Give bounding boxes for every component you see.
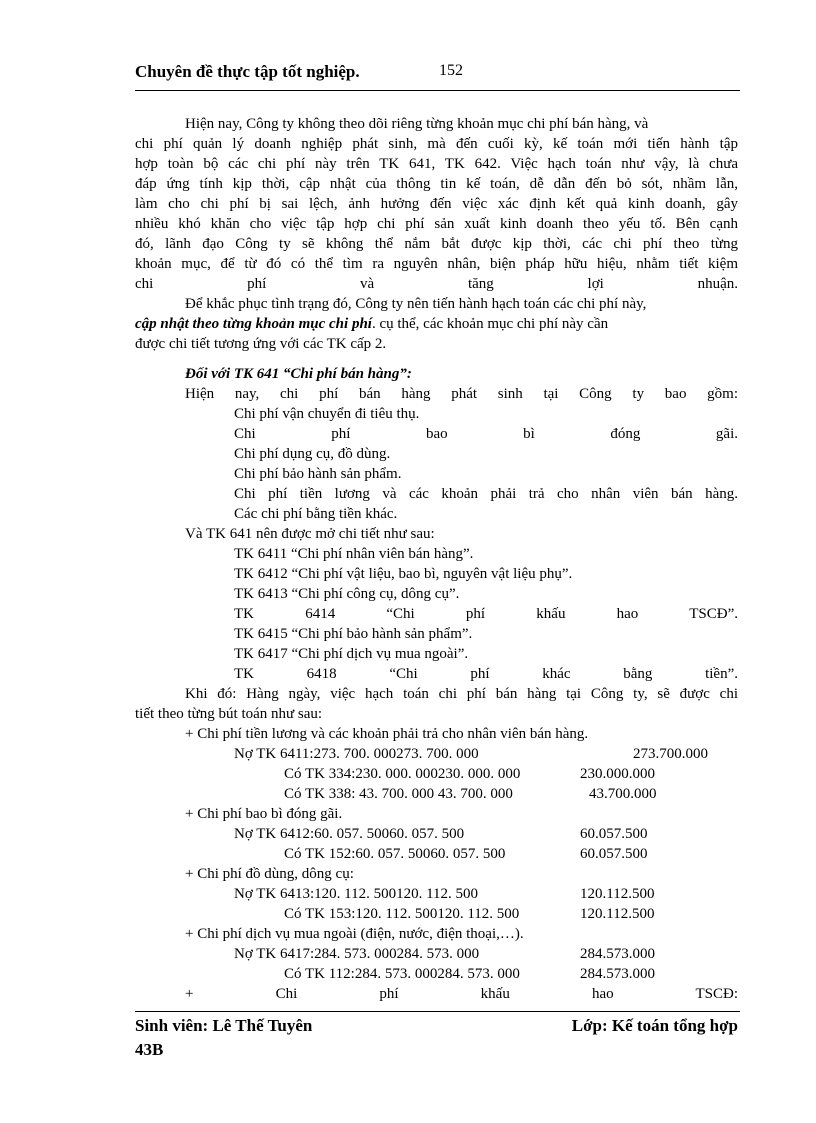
paragraph-2 [135,294,738,354]
header-divider [135,90,740,91]
cost-item: Chi phí bảo hành sản phẩm. [234,466,402,482]
intro-line: Hiện nay, chi phí bán hàng phát sinh tại Công ty bao gồm: [185,386,738,402]
entry-heading: + Chi phí tiền lương và các khoản phải trả cho nhân viên bán hàng. [185,726,589,742]
cost-item: Các chi phí bằng tiền khác. [234,506,398,522]
journal-row [135,884,738,904]
p1-line: chi phí quản lý doanh nghiệp phát sinh, mà đến cuối kỳ, kế toán mới tiến hành tập [135,136,738,152]
account-item: TK 6411 “Chi phí nhân viên bán hàng”. [234,546,474,562]
journal-amount: 120.112.500 [580,886,655,902]
journal-row [135,844,738,864]
journal-amount: 273.700.000 [633,746,708,762]
entry-heading: + Chi phí bao bì đóng gãi. [185,806,343,822]
journal-text: Có TK 334:230. 000. 000230. 000. 000 [284,766,521,782]
journal-row [135,764,738,784]
journal-row [135,744,738,764]
header-title: Chuyên đề thực tập tốt nghiệp. [135,62,360,81]
journal-row [135,824,738,844]
p1-line: chi phí và tăng lợi nhuận. [135,276,738,292]
journal-row [135,964,738,984]
journal-amount: 120.112.500 [580,906,655,922]
p1-line: làm cho chi phí bị sai lệch, ảnh hưởng đến việc xác định kết quả kinh doanh, gây [135,196,738,212]
paragraph-1 [135,114,738,294]
p2-line: được chi tiết tương ứng với các TK cấp 2. [135,336,387,352]
p1-line: nhiều khó khăn cho việc tập hợp chi phí sản xuất kinh doanh theo yếu tố. Bên cạnh [135,216,738,232]
accounts-intro: Và TK 641 nên được mở chi tiết như sau: [185,526,435,542]
journal-text: Có TK 112:284. 573. 000284. 573. 000 [284,966,520,982]
section-title: Đối với TK 641 “Chi phí bán hàng”: [185,366,412,382]
journal-amount: 60.057.500 [580,826,648,842]
cost-item: Chi phí dụng cụ, đồ dùng. [234,446,391,462]
p2-line-rest: . cụ thể, các khoản mục chi phí này cần [371,316,609,332]
account-item: TK 6413 “Chi phí công cụ, dông cụ”. [234,586,460,602]
account-item: TK 6415 “Chi phí bảo hành sản phẩm”. [234,626,473,642]
journal-text: Có TK 338: 43. 700. 000 43. 700. 000 [284,786,513,802]
p1-line: khoản mục, để từ đó có thể tìm ra nguyên nhân, biện pháp hữu hiệu, nhằm tiết kiệm [135,256,738,272]
when-line: Khi đó: Hàng ngày, việc hạch toán chi phí bán hàng tại Công ty, sẽ được chi [185,686,738,702]
when-line: tiết theo từng bút toán như sau: [135,706,323,722]
entry-heading: + Chi phí dịch vụ mua ngoài (điện, nước, điện thoại,…). [185,926,524,942]
student-name: Sinh viên: Lê Thế Tuyên [135,1016,313,1035]
entry-heading: + Chi phí khấu hao TSCĐ: [185,986,738,1002]
journal-text: Nợ TK 6417:284. 573. 000284. 573. 000 [234,946,480,962]
account-item: TK 6417 “Chi phí dịch vụ mua ngoài”. [234,646,469,662]
p1-line: Hiện nay, Công ty không theo dõi riêng từng khoản mục chi phí bán hàng, và [185,116,649,132]
class-suffix: 43B [135,1040,164,1059]
journal-text: Nợ TK 6412:60. 057. 50060. 057. 500 [234,826,465,842]
cost-item: Chi phí bao bì đóng gãi. [234,426,738,442]
cost-item: Chi phí vận chuyển đi tiêu thụ. [234,406,420,422]
account-item: TK 6412 “Chi phí vật liệu, bao bì, nguyên vật liệu phụ”. [234,566,573,582]
page-header [135,62,739,88]
journal-amount: 43.700.000 [589,786,657,802]
account-item: TK 6414 “Chi phí khấu hao TSCĐ”. [234,606,738,622]
journal-row [135,944,738,964]
journal-amount: 284.573.000 [580,946,655,962]
journal-row [135,784,738,804]
entry-heading: + Chi phí đồ dùng, dông cụ: [185,866,354,882]
journal-amount: 284.573.000 [580,966,655,982]
account-item: TK 6418 “Chi phí khác bằng tiền”. [234,666,738,682]
journal-text: Có TK 152:60. 057. 50060. 057. 500 [284,846,506,862]
cost-item: Chi phí tiền lương và các khoản phải trả cho nhân viên bán hàng. [234,486,738,502]
p2-line [135,314,738,334]
journal-row [135,904,738,924]
p1-line: đó, lãnh đạo Công ty sẽ không thể nắm bắt được kịp thời, các chi phí theo từng [135,236,738,252]
journal-amount: 60.057.500 [580,846,648,862]
p1-line: hợp toàn bộ các chi phí này trên TK 641, TK 642. Việc hạch toán như vậy, là chưa [135,156,738,172]
document-body [135,114,738,1004]
emphasis-text: cập nhật theo từng khoản mục chi phí [135,316,372,332]
journal-text: Có TK 153:120. 112. 500120. 112. 500 [284,906,520,922]
journal-amount: 230.000.000 [580,766,655,782]
class-label: Lớp: Kế toán tổng hợp [571,1016,738,1035]
p2-line: Để khắc phục tình trạng đó, Công ty nên tiến hành hạch toán các chi phí này, [185,296,647,312]
page-number: 152 [439,62,463,79]
journal-text: Nợ TK 6413:120. 112. 500120. 112. 500 [234,886,479,902]
footer-divider [135,1011,740,1012]
journal-text: Nợ TK 6411:273. 700. 000273. 700. 000 [234,746,479,762]
p1-line: đáp ứng tính kịp thời, cập nhật của thông tin kế toán, dễ dẫn đến bỏ sót, nhầm lẫn, [135,176,738,192]
